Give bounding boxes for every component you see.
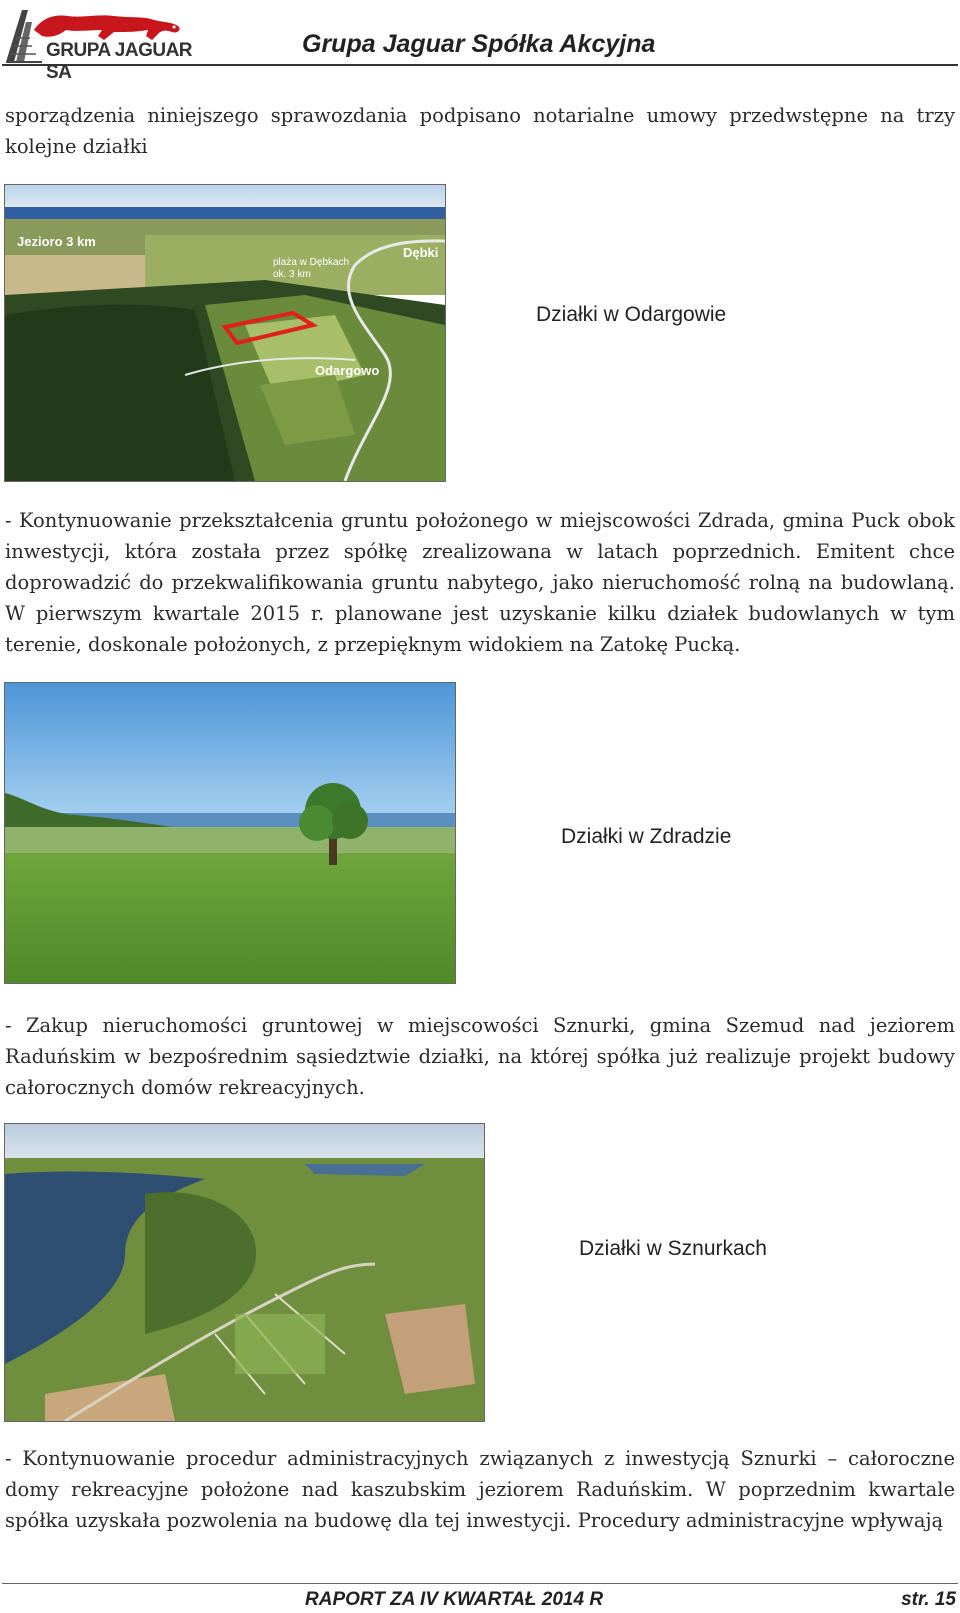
footer-report-title: RAPORT ZA IV KWARTAŁ 2014 R [305,1589,604,1610]
sznurki-aerial-photo [4,1123,485,1422]
page-number: str. 15 [901,1589,956,1610]
company-title: Grupa Jaguar Spółka Akcyjna [302,30,656,58]
body-paragraph: sporządzenia niniejszego sprawozdania podpisano notarialne umowy przedwstępne na trzy kolejne działki [5,104,955,158]
map-label-lake: Jezioro 3 km [17,234,96,249]
footer-divider [2,1583,958,1584]
odargowo-aerial-photo [4,184,446,482]
figure-caption: Działki w Odargowie [536,303,727,326]
body-paragraph: - Zakup nieruchomości gruntowej w miejscowości Sznurki, gmina Szemud nad jeziorem Raduńskim w bezpośrednim sąsiedztwie działki, na której spółka już realizuje projekt budowy całorocznych domów rekreacyjnych. [5,1014,955,1099]
header-divider [2,64,958,66]
logo-text: GRUPA JAGUAR SA [46,40,193,83]
company-logo [2,2,202,83]
zdrada-field-photo [4,682,456,984]
map-label-debki: Dębki [403,245,439,260]
body-paragraph: - Kontynuowanie przekształcenia gruntu położonego w miejscowości Zdrada, gmina Puck obok inwestycji, która została przez spółkę zrealizowana w latach poprzednich. Emitent chce doprowadzić do przekwalifikowania gruntu nabytego, jako nieruchomość rolną na budowlaną. W pierwszym kwartale 2015 r. planowane jest uzyskanie kilku działek budowlanych w tym terenie, doskonale położonych, z przepięknym widokiem na Zatokę Pucką. [5,509,955,656]
page-header [0,0,960,83]
figure-caption: Działki w Sznurkach [579,1237,767,1260]
map-label-beach-distance: ok. 3 km [273,269,311,280]
figure-caption: Działki w Zdradzie [561,825,732,848]
map-label-odargowo: Odargowo [315,363,380,378]
map-label-beach: plaża w Dębkach [273,257,350,268]
body-paragraph: - Kontynuowanie procedur administracyjnych związanych z inwestycją Sznurki – całoroczne domy rekreacyjne położone nad kaszubskim jeziorem Raduńskim. W poprzednim kwartale spółka uzyskała pozwolenia na budowę dla tej inwestycji. Procedury administracyjne wpływają [5,1447,955,1532]
